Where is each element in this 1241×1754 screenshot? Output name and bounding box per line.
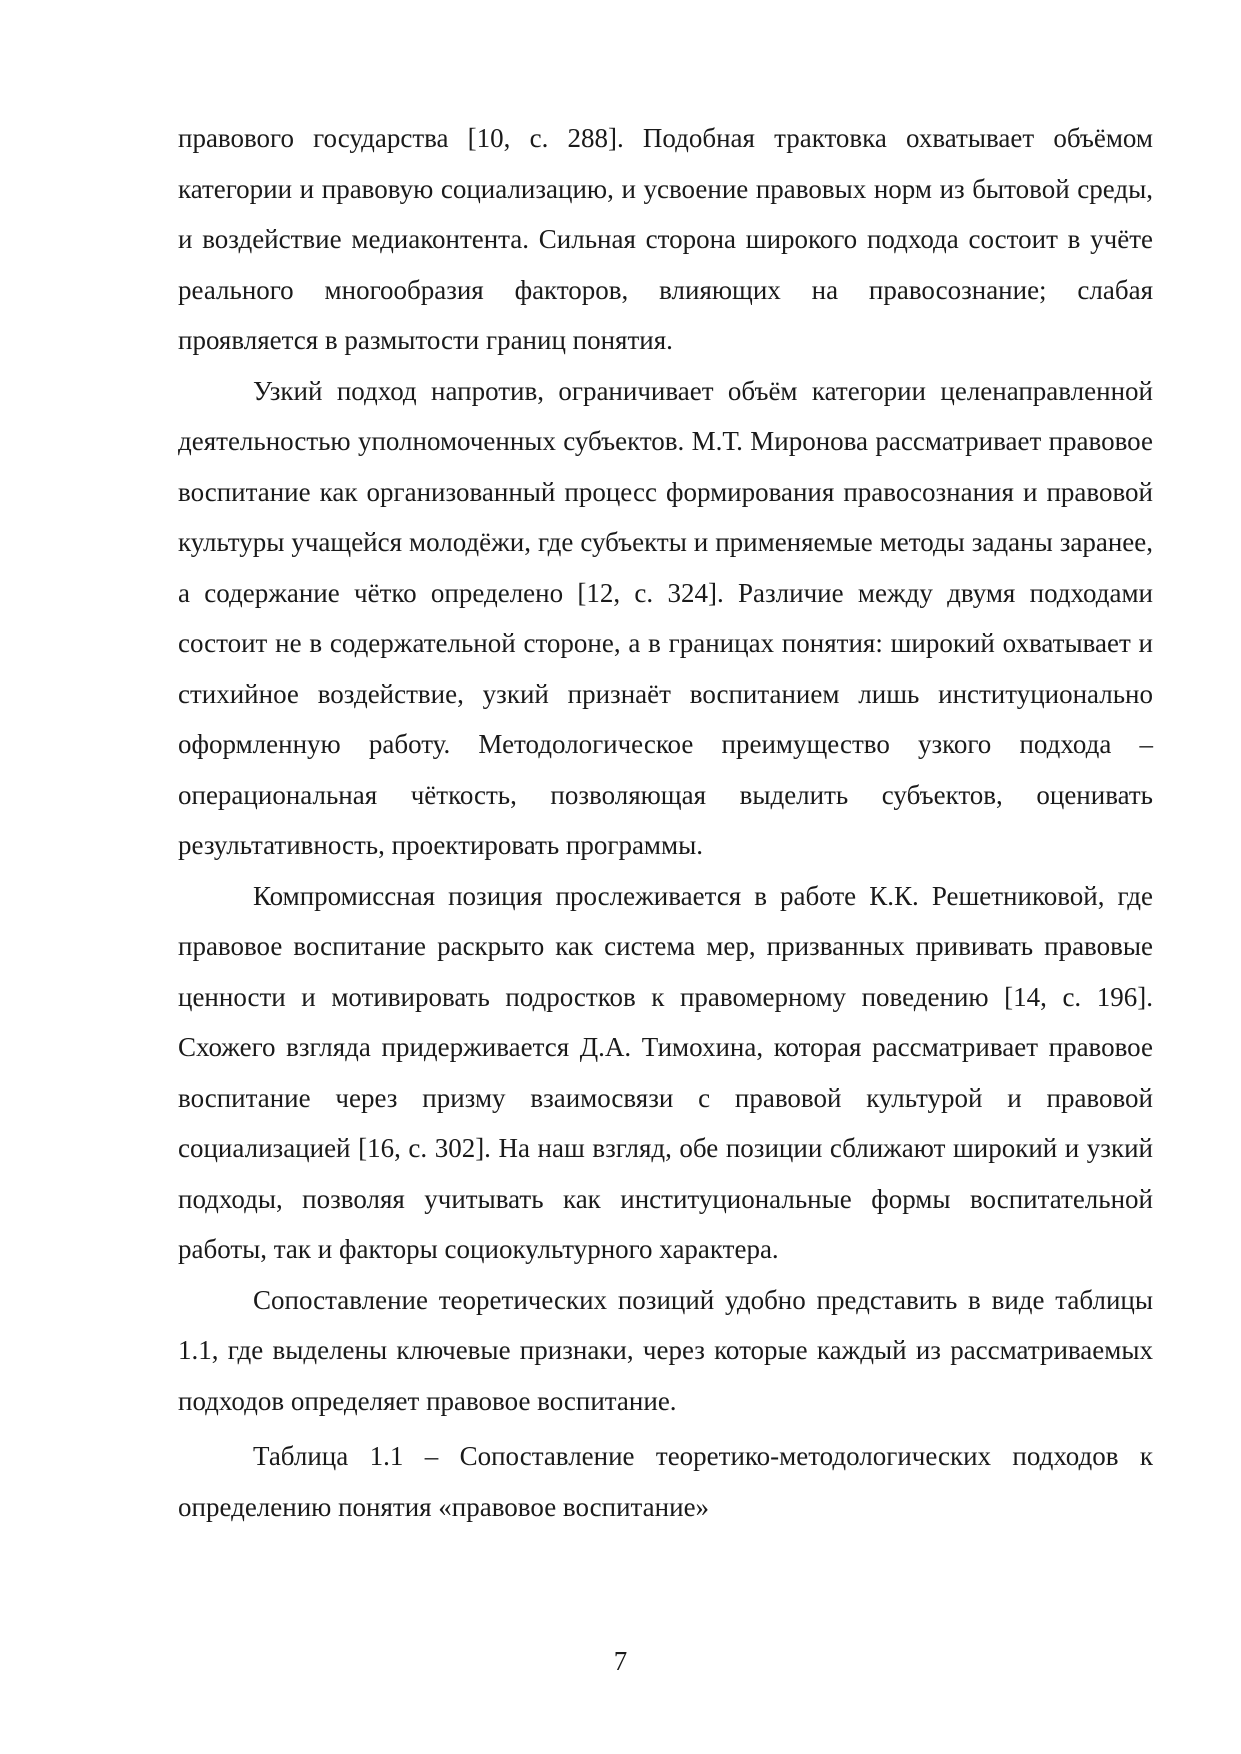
paragraph-narrow-approach: Узкий подход напротив, ограничивает объём категории целенаправленной деятельностью уполномоченных субъектов. М.Т. Миронова рассматривает правовое воспитание как организованный процесс формирования правосознания и правовой культуры учащейся молодёжи, где субъекты и применяемые методы заданы заранее, а содержание чётко определено [12, с. 324]. Различие между двумя подходами состоит не в содержательной стороне, а в границах понятия: широкий охватывает и стихийное воздействие, узкий признаёт воспитанием лишь институционально оформленную работу. Методологическое преимущество узкого подхода – операциональная чёткость, позволяющая выделить субъектов, оценивать результативность, проектировать программы. — [178, 375, 1153, 860]
table-caption: Таблица 1.1 – Сопоставление теоретико-методологических подходов к определению понятия «правовое воспитание» — [178, 1441, 1153, 1522]
paragraph-compromise-position: Компромиссная позиция прослеживается в работе К.К. Решетниковой, где правовое воспитание раскрыто как система мер, призванных прививать правовые ценности и мотивировать подростков к правомерному поведению [14, с. 196]. Схожего взгляда придерживается Д.А. Тимохина, которая рассматривает правовое воспитание через призму взаимосвязи с правовой культурой и правовой социализацией [16, с. 302]. На наш взгляд, обе позиции сближают широкий и узкий подходы, позволяя учитывать как институциональные формы воспитательной работы, так и факторы социокультурного характера. — [178, 880, 1153, 1264]
body-text — [178, 113, 1153, 1532]
page-number: 7 — [613, 1646, 628, 1676]
paragraph-continuation: правового государства [10, с. 288]. Подобная трактовка охватывает объёмом категории и правовую социализацию, и усвоение правовых норм из бытовой среды, и воздействие медиаконтента. Сильная сторона широкого подхода состоит в учёте реального многообразия факторов, влияющих на правосознание; слабая проявляется в размытости границ понятия. — [178, 123, 1153, 355]
paragraph-table-intro: Сопоставление теоретических позиций удобно представить в виде таблицы 1.1, где выделены ключевые признаки, через которые каждый из рассматриваемых подходов определяет правовое воспитание. — [178, 1284, 1153, 1416]
